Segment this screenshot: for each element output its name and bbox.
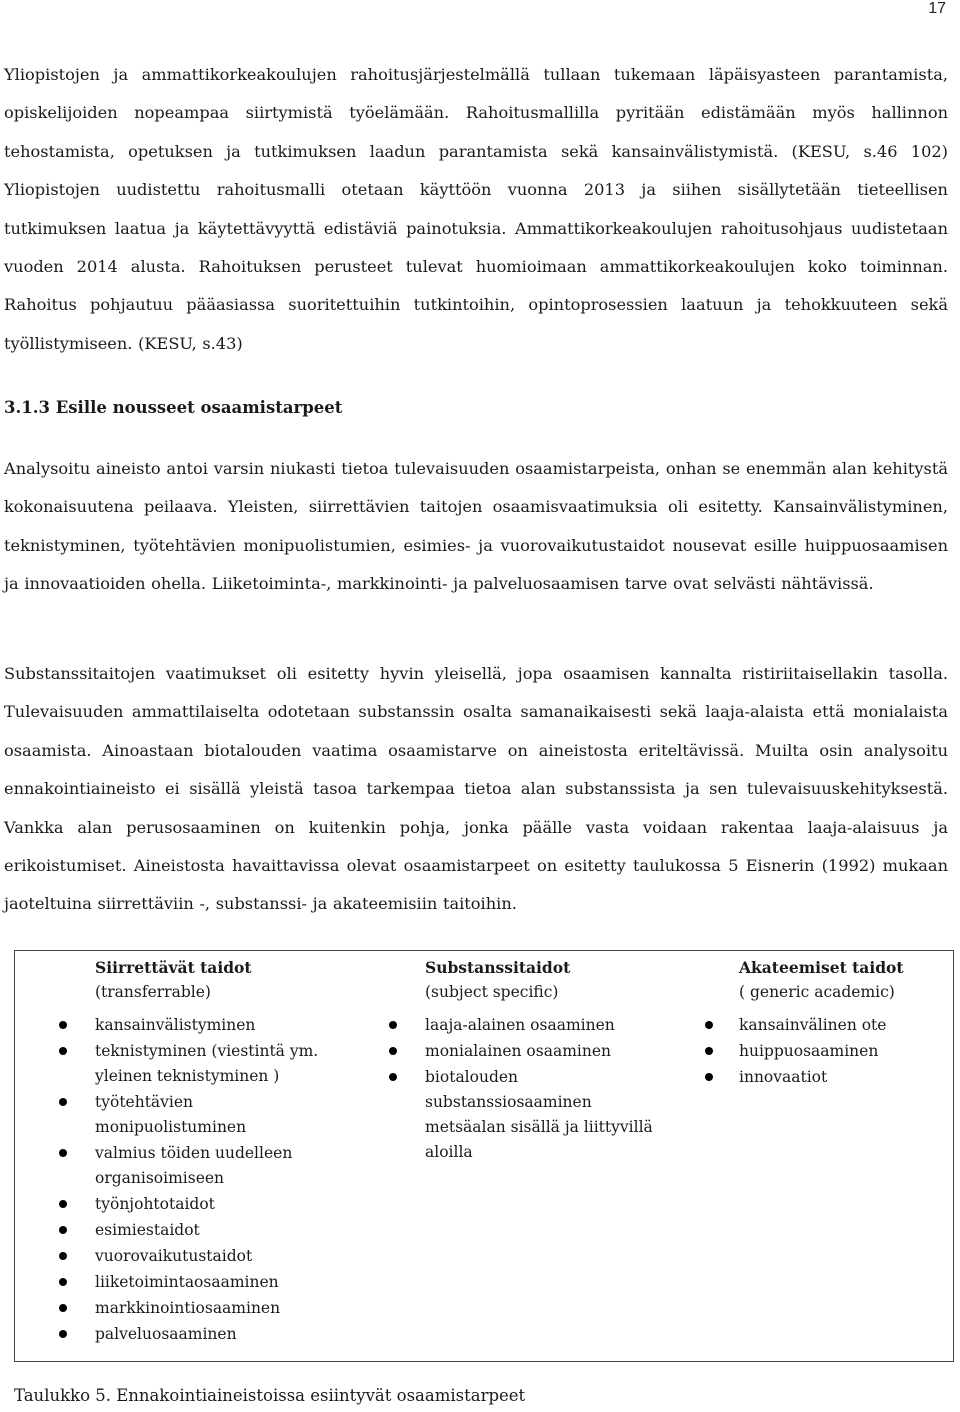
bullet-icon <box>705 1021 713 1029</box>
column-subtitle: (subject specific) <box>425 983 559 1001</box>
bullet-icon <box>59 1252 67 1260</box>
list-item: monialainen osaaminen <box>345 1039 655 1064</box>
table-caption: Taulukko 5. Ennakointiaineistoissa esiintyvät osaamistarpeet <box>14 1386 526 1405</box>
section-number: 3.1.3 <box>4 398 50 417</box>
list-item: kansainvälinen ote <box>655 1013 955 1038</box>
bullet-icon <box>59 1021 67 1029</box>
page-number: 17 <box>928 0 946 17</box>
bullet-icon <box>389 1021 397 1029</box>
list-item: laaja-alainen osaaminen <box>345 1013 655 1038</box>
list-item: markkinointiosaaminen <box>15 1296 345 1321</box>
bullet-list <box>655 1013 955 1090</box>
bullet-icon <box>389 1073 397 1081</box>
list-item: kansainvälistyminen <box>15 1013 345 1038</box>
bullet-icon <box>59 1149 67 1157</box>
list-item: esimiestaidot <box>15 1218 345 1243</box>
bullet-list <box>345 1013 655 1165</box>
paragraph-funding: Yliopistojen ja ammattikorkeakoulujen rahoitusjärjestelmällä tullaan tukemaan läpäisyasteen parantamista, opiskelijoiden nopeampaa siirtymistä työelämään. Rahoitusmallilla pyritään edistämään myös hallinnon tehostamista, opetuksen ja tutkimuksen laadun parantamista sekä kansainvälistymistä. (KESU, s.46 102) Yliopistojen uudistettu rahoitusmalli otetaan käyttöön vuonna 2013 ja siihen sisällytetään tieteellisen tutkimuksen laatua ja käytettävyyttä edistäviä painotuksia. Ammattikorkeakoulujen rahoitusohjaus uudistetaan vuoden 2014 alusta. Rahoituksen perusteet tulevat huomioimaan ammattikorkeakoulujen koko toiminnan. Rahoitus pohjautuu pääasiassa suoritettuihin tutkintoihin, opintoprosessien laatuun ja tehokkuuteen sekä työllistymiseen. (KESU, s.43) <box>4 65 948 353</box>
bullet-icon <box>59 1330 67 1338</box>
list-item: innovaatiot <box>655 1065 955 1090</box>
bullet-icon <box>705 1047 713 1055</box>
column-title: Akateemiset taidot <box>739 958 904 977</box>
list-item: työnjohtotaidot <box>15 1192 345 1217</box>
column-title: Substanssitaidot <box>425 958 571 977</box>
list-item: teknistyminen (viestintä ym. yleinen teknistyminen ) <box>15 1039 345 1089</box>
bullet-icon <box>59 1278 67 1286</box>
table-column-academic <box>655 951 955 1361</box>
column-subtitle: ( generic academic) <box>739 983 895 1001</box>
list-item: valmius töiden uudelleen organisoimiseen <box>15 1141 345 1191</box>
list-item: työtehtävien monipuolistuminen <box>15 1090 345 1140</box>
table-column-transferable <box>15 951 345 1361</box>
bullet-icon <box>59 1047 67 1055</box>
bullet-icon <box>389 1047 397 1055</box>
bullet-icon <box>59 1226 67 1234</box>
bullet-icon <box>705 1073 713 1081</box>
column-subtitle: (transferrable) <box>95 983 211 1001</box>
list-item: liiketoimintaosaaminen <box>15 1270 345 1295</box>
section-heading <box>4 394 342 422</box>
list-item: vuorovaikutustaidot <box>15 1244 345 1269</box>
list-item: palveluosaaminen <box>15 1322 345 1347</box>
section-title: Esille nousseet osaamistarpeet <box>55 398 343 417</box>
table-column-substance <box>345 951 655 1361</box>
list-item: huippuosaaminen <box>655 1039 955 1064</box>
paragraph-substance: Substanssitaitojen vaatimukset oli esitetty hyvin yleisellä, jopa osaamisen kannalta ristiriitaisellakin tasolla. Tulevaisuuden ammattilaiselta odotetaan substanssin osalta samanaikaisesti sekä laaja-alaista että monialaista osaamista. Ainoastaan biotalouden vaatima osaamistarve on aineistosta eriteltävissä. Muilta osin analysoitu ennakointiaineisto ei sisällä yleistä tasoa tarkempaa tietoa alan substanssista ja sen tulevaisuuskehityksestä. Vankka alan perusosaaminen on kuitenkin pohja, jonka päälle vasta voidaan rakentaa laaja-alaisuus ja erikoistumiset. Aineistosta havaittavissa olevat osaamistarpeet on esitetty taulukossa 5 Eisnerin (1992) mukaan jaoteltuina siirrettäviin -, substanssi- ja akateemisiin taitoihin. <box>4 664 948 914</box>
bullet-icon <box>59 1200 67 1208</box>
bullet-icon <box>59 1304 67 1312</box>
bullet-list <box>15 1013 345 1347</box>
paragraph-analysis: Analysoitu aineisto antoi varsin niukasti tietoa tulevaisuuden osaamistarpeista, onhan se enemmän alan kehitystä kokonaisuutena peilaava. Yleisten, siirrettävien taitojen osaamisvaatimuksia oli esitetty. Kansainvälistyminen, teknistyminen, työtehtävien monipuolistumien, esimies- ja vuorovaikutustaidot nousevat esille huippuosaamisen ja innovaatioiden ohella. Liiketoiminta-, markkinointi- ja palveluosaamisen tarve ovat selvästi nähtävissä. <box>4 459 948 594</box>
skills-table <box>14 950 954 1362</box>
column-title: Siirrettävät taidot <box>95 958 252 977</box>
list-item: biotalouden substanssiosaaminen metsäalan sisällä ja liittyvillä aloilla <box>345 1065 655 1165</box>
bullet-icon <box>59 1098 67 1106</box>
